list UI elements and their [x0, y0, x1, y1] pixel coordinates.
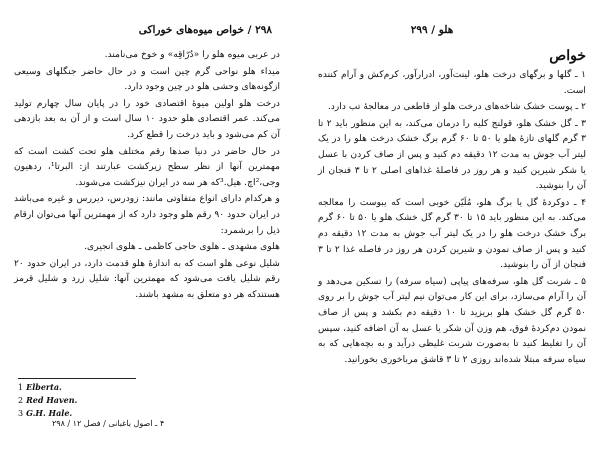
- right-page: [300, 0, 600, 451]
- left-paragraph-2: میداء هلو نواحی گرم چین است و در حال حاضر جنگلهای وسیعی ازگونه‌های وحشی هلو در چین وجود دارد.: [14, 65, 280, 93]
- left-paragraph-1: در عربی میوه هلو را «دُرّاقِه» و خوخ می‌نامند.: [104, 49, 280, 60]
- left-page-footer: ۴ ـ اصول باغبانی / فصل ۱۲ / ۲۹۸: [52, 419, 165, 428]
- left-page-header: ۲۹۸ / خواص میوه‌های خوراکی: [138, 24, 272, 36]
- right-paragraph-4: ۴ ـ دوکردهٔ گل یا برگ هلو، مُلَیّن خوبی است که یبوست را معالجه می‌کند. به این منظور باید ۱۵ تا ۳۰ گرم گل خشک هلو یا ۵۰ تا ۶۰ گرم برگ خشک درخت هلو را در یک لیتر آب جوش به مدت ۱۲ دقیقه دم کنید و پس از صاف نمودن و شیرین کردن هر روز در فاصله غذا ۲ تا ۳ فنجان از آن را بنوشید.: [318, 196, 587, 271]
- section-title: خواص: [549, 48, 586, 64]
- footnote-3-number: 3: [18, 409, 24, 418]
- footnote-1-text: Elberta.: [26, 382, 62, 392]
- right-paragraph-1: ۱ ـ گلها و برگهای درخت هلو، لینت‌آور، ادرارآور، کرم‌کش و آرام کننده است.: [318, 69, 586, 96]
- footnotes: [18, 381, 77, 420]
- footnote-2-number: 2: [18, 396, 24, 405]
- left-paragraph-3: درخت هلو اولین میوهٔ اقتصادی خود را در پایان سال چهارم تولید می‌کند. عمر اقتصادی هلو حدود ۱۰ سال است و از آن به بعد بازدهی آن کم می‌شود و باید درخت را قطع کرد.: [14, 97, 280, 140]
- right-page-body: [318, 67, 586, 367]
- right-paragraph-3: ۳ ـ گل خشک هلو، قولنج کلیه را درمان می‌کند، به این منظور باید ۲ تا ۳ گرم گلهای تازهٔ هلو یا ۵۰ تا ۶۰ گرم برگ خشک درخت هلو را در یک لیتر آب جوش به مدت ۱۲ دقیقه دم کنید و پس از صاف کردن با عسل یا شکر شیرین کنید و هر روز در فاصلهٔ غذاهای اصلی ۲ تا ۳ فنجان از آن را بنوشید.: [318, 117, 586, 192]
- left-paragraph-5: و هرکدام دارای انواع متفاوتی مانند: زودرس، دیررس و غیره می‌باشد در ایران حدود ۹۰ رقم هلو وجود دارد که از مهمترین آنها می‌توان ارقام ذیل را برشمرد:: [14, 193, 280, 236]
- footnote-3-text: G.H. Hale.: [26, 408, 73, 418]
- left-paragraph-6: هلوی مشهدی ـ هلوی حاجی کاظمی ـ هلوی انجیری.: [84, 241, 280, 253]
- footnote-2-text: Red Haven.: [26, 395, 78, 405]
- right-page-header: هلو / ۲۹۹: [410, 24, 454, 36]
- left-paragraph-4: در حال حاضر در دنیا صدها رقم مختلف هلو تحت کشت است که مهمترین آنها از نظر سطح زیرکشت عبارتند از: البرتا¹، ردهیون وجی،²اچ. هیل.³که هر سه در ایران نیزکشت می‌شوند.: [14, 145, 281, 188]
- right-paragraph-2: ۲ ـ پوست خشک شاخه‌های درخت هلو از قاطعی در معالجهٔ تب دارد.: [327, 101, 586, 113]
- left-paragraph-7: شلیل نوعی هلو است که به اندازهٔ هلو قدمت دارد، در ایران حدود ۲۰ رقم شلیل یافت می‌شود که مهمترین آنها: شلیل زرد و شلیل قرمز هستندکه هر دو متعلق به مشهد باشند.: [14, 257, 280, 300]
- footnote-1-number: 1: [18, 383, 24, 392]
- footnote-2: [18, 394, 77, 407]
- right-paragraph-5: ۵ ـ شربت گل هلو، سرفه‌های پیاپی (سیاه سرفه) را تسکین می‌دهد و آن را آرام می‌سازد، برای این کار می‌توان نیم لیتر آب جوش را بر روی ۵۰ گرم گل خشک هلو بریزید تا ۱۰ دقیقه دم بکشد و پس از صاف نمودن دم‌کردهٔ فوق، هم وزن آن شکر یا عسل به آن اضافه کنید، سپس آن را تغلیظ کنید تا به‌صورت شربت غلیظی درآید و به بچه‌هایی که به سیاه سرفه مبتلا شده‌اند روزی ۲ تا ۳ قاشق مرباخوری بخورانید.: [318, 275, 586, 365]
- left-page-body: [14, 47, 280, 303]
- footnote-divider: [18, 378, 136, 379]
- footnote-1: [18, 381, 77, 394]
